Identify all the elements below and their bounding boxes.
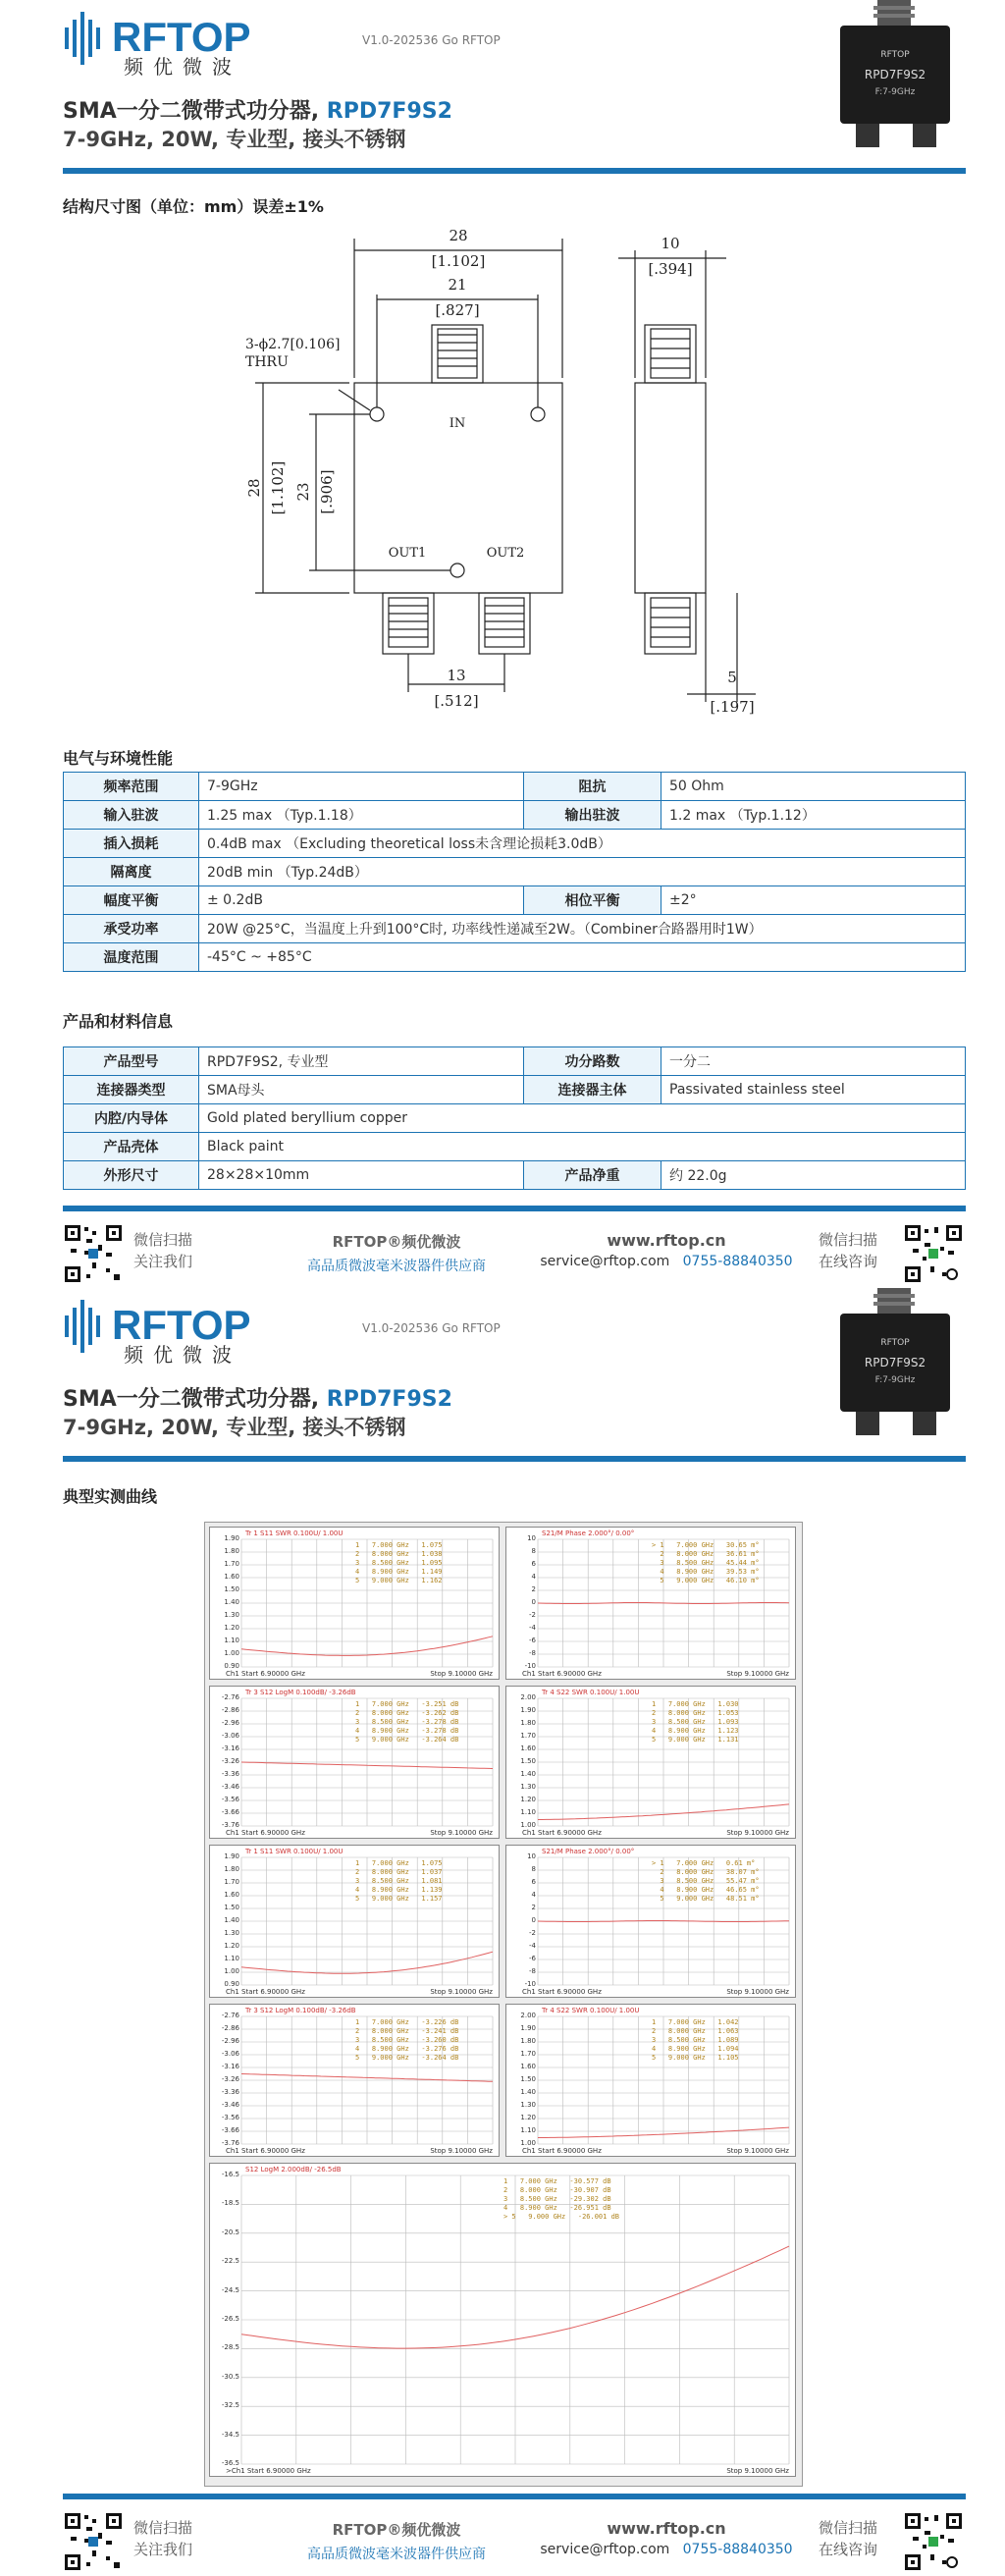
y-tick-label: 1.80	[520, 2037, 536, 2045]
y-tick-label: 1.60	[224, 1891, 239, 1899]
table-row	[64, 1047, 966, 1076]
svg-text:[.827]: [.827]	[435, 301, 480, 319]
cell-label: 输出驻波	[524, 801, 661, 830]
plot-title: S21/M Phase 2.000°/ 0.00°	[542, 1530, 635, 1537]
y-tick-label: -28.5	[221, 2343, 239, 2352]
y-tick-label: 1.20	[520, 2114, 536, 2121]
y-tick-label: 1.90	[520, 2024, 536, 2032]
y-tick-label: 1.40	[224, 1916, 239, 1924]
marker-table: 1 7.000 GHz -30.577 dB 2 8.000 GHz -30.907 dB 3 8.500 GHz -29.302 dB 4 8.900 GHz -26.951 dB > 5 9.000 GHz -26.001 dB	[503, 2177, 620, 2221]
svg-text:[.394]: [.394]	[648, 260, 693, 278]
cell-label: 内腔/内导体	[64, 1104, 199, 1133]
y-tick-label: 1.50	[520, 1757, 536, 1765]
plot-title: Tr 1 S11 SWR 0.100U/ 1.00U	[245, 1530, 344, 1537]
plot-start: Ch1 Start 6.90000 GHz	[226, 1829, 305, 1837]
page-title: SMA一分二微带式功分器, RPD7F9S2	[63, 99, 452, 124]
plot-title: Tr 4 S22 SWR 0.100U/ 1.00U	[542, 2007, 640, 2014]
y-tick-label: -10	[524, 1980, 536, 1988]
header-divider	[63, 1456, 966, 1462]
svg-text:10: 10	[661, 235, 680, 252]
y-tick-label: -3.16	[221, 2063, 239, 2070]
y-tick-label: -3.16	[221, 1744, 239, 1752]
y-tick-label: -6	[529, 1955, 536, 1962]
y-tick-label: -3.66	[221, 1808, 239, 1816]
y-tick-label: -10	[524, 1662, 536, 1670]
y-tick-label: -3.26	[221, 1757, 239, 1765]
trace-line	[538, 1603, 789, 1604]
plot-stop: Stop 9.10000 GHz	[726, 1988, 789, 1996]
cell-value: 约 22.0g	[661, 1161, 966, 1190]
vna-plot-p1	[209, 1527, 500, 1680]
y-tick-label: -3.36	[221, 2088, 239, 2096]
cell-value: 7-9GHz	[199, 773, 524, 801]
y-tick-label: 1.50	[224, 1585, 239, 1593]
y-tick-label: -2.96	[221, 2037, 239, 2045]
svg-text:28: 28	[245, 478, 263, 498]
cell-value: 20dB min （Typ.24dB）	[199, 858, 966, 886]
page-subtitle: 7-9GHz, 20W, 专业型, 接头不锈钢	[63, 128, 406, 151]
vna-plot-p3	[209, 1686, 500, 1839]
svg-text:5: 5	[727, 669, 737, 686]
y-tick-label: -4	[529, 1942, 536, 1950]
y-tick-label: -8	[529, 1649, 536, 1657]
cell-value: ± 0.2dB	[199, 886, 524, 915]
plot-start: Ch1 Start 6.90000 GHz	[522, 2147, 602, 2155]
y-tick-label: -24.5	[221, 2285, 239, 2294]
footer-contact: www.rftop.cn service@rftop.com 0755-88840350	[540, 2519, 793, 2557]
svg-text:21: 21	[448, 276, 467, 294]
y-tick-label: 1.20	[224, 1942, 239, 1950]
svg-text:F:7-9GHz: F:7-9GHz	[874, 87, 916, 97]
plot-start: >Ch1 Start 6.90000 GHz	[226, 2467, 311, 2475]
vna-plot-p4	[505, 1686, 796, 1839]
cell-label: 幅度平衡	[64, 886, 199, 915]
qr-code-icon[interactable]	[63, 1223, 124, 1284]
svg-text:[1.102]: [1.102]	[431, 252, 486, 270]
footer-brand: RFTOP®频优微波 高品质微波毫米波器件供应商	[307, 2521, 486, 2562]
svg-text:RFTOP: RFTOP	[112, 14, 251, 60]
cell-label: 产品型号	[64, 1047, 199, 1076]
y-tick-label: -3.56	[221, 1796, 239, 1803]
marker-table: 1 7.000 GHz -3.251 dB 2 8.000 GHz -3.262 dB 3 8.500 GHz -3.278 dB 4 8.900 GHz -3.278 dB 5 9.000 GHz -3.264 dB	[355, 1700, 459, 1744]
cell-label: 连接器类型	[64, 1076, 199, 1104]
cell-label: 外形尺寸	[64, 1161, 199, 1190]
plot-stop: Stop 9.10000 GHz	[726, 2147, 789, 2155]
cell-label: 产品壳体	[64, 1133, 199, 1161]
cell-label: 频率范围	[64, 773, 199, 801]
y-tick-label: 2	[531, 1904, 536, 1911]
plot-start: Ch1 Start 6.90000 GHz	[226, 2147, 305, 2155]
table-row	[64, 915, 966, 943]
y-tick-label: -3.46	[221, 2101, 239, 2109]
y-tick-label: -3.06	[221, 2050, 239, 2058]
table-row	[64, 773, 966, 801]
y-tick-label: -3.06	[221, 1732, 239, 1740]
table-row	[64, 1104, 966, 1133]
svg-text:RPD7F9S2: RPD7F9S2	[864, 68, 926, 81]
y-tick-label: 1.10	[224, 1637, 239, 1644]
y-tick-label: -3.46	[221, 1783, 239, 1791]
version: V1.0-202536 Go RFTOP	[362, 1321, 501, 1335]
qr-code-icon[interactable]	[63, 2511, 124, 2572]
cell-value: SMA母头	[199, 1076, 524, 1104]
product-photo	[828, 0, 961, 147]
marker-table: > 1 7.000 GHz 0.61 m° 2 8.000 GHz 38.07 m° 3 8.500 GHz 55.47 m° 4 8.900 GHz 46.65 m° 5 9.000 GHz 48.51 m°	[652, 1859, 760, 1903]
y-tick-label: -3.56	[221, 2114, 239, 2121]
qr-code-icon[interactable]	[903, 1223, 964, 1284]
cell-value: ±2°	[661, 886, 966, 915]
y-tick-label: 1.60	[520, 1744, 536, 1752]
qr-code-icon[interactable]	[903, 2511, 964, 2572]
footer-contact: www.rftop.cn service@rftop.com 0755-88840350	[540, 1231, 793, 1269]
cell-value: 0.4dB max （Excluding theoretical loss未含理论损耗3.0dB）	[199, 830, 966, 858]
svg-text:13: 13	[447, 667, 466, 684]
y-tick-label: 1.80	[224, 1865, 239, 1873]
y-tick-label: 1.70	[520, 1732, 536, 1740]
section-curves: 典型实测曲线	[63, 1487, 158, 1506]
y-tick-label: 4	[531, 1573, 536, 1581]
y-tick-label: -2.96	[221, 1719, 239, 1727]
y-tick-label: -3.76	[221, 1821, 239, 1829]
table-row	[64, 943, 966, 972]
plot-start: Ch1 Start 6.90000 GHz	[522, 1988, 602, 1996]
plot-title: Tr 3 S12 LogM 0.100dB/ -3.26dB	[245, 2007, 356, 2014]
header	[63, 1288, 966, 1465]
y-tick-label: 6	[531, 1560, 536, 1568]
y-tick-label: 1.00	[520, 2139, 536, 2147]
y-tick-label: 0	[531, 1598, 536, 1606]
y-tick-label: 8	[531, 1547, 536, 1555]
cell-value: 一分二	[661, 1047, 966, 1076]
y-tick-label: -20.5	[221, 2227, 239, 2236]
materials-table	[63, 1046, 966, 1190]
y-tick-label: 1.10	[224, 1955, 239, 1962]
y-tick-label: -3.66	[221, 2126, 239, 2134]
y-tick-label: 1.90	[224, 1852, 239, 1860]
cell-value: RPD7F9S2, 专业型	[199, 1047, 524, 1076]
y-tick-label: -3.36	[221, 1770, 239, 1778]
table-row	[64, 1076, 966, 1104]
svg-text:RFTOP: RFTOP	[112, 1302, 251, 1348]
y-tick-label: 1.00	[224, 1967, 239, 1975]
y-tick-label: 4	[531, 1891, 536, 1899]
section-materials: 产品和材料信息	[63, 1012, 174, 1031]
y-tick-label: 1.90	[520, 1706, 536, 1714]
svg-text:THRU: THRU	[245, 354, 289, 370]
y-tick-label: 1.30	[520, 1783, 536, 1791]
y-tick-label: 2.00	[520, 2012, 536, 2019]
y-tick-label: 1.30	[224, 1611, 239, 1619]
y-tick-label: 1.10	[520, 2126, 536, 2134]
y-tick-label: -4	[529, 1624, 536, 1632]
cell-label: 功分路数	[524, 1047, 661, 1076]
footer	[63, 2501, 966, 2576]
y-tick-label: 1.20	[520, 1796, 536, 1803]
table-row	[64, 886, 966, 915]
y-tick-label: -3.76	[221, 2139, 239, 2147]
marker-table: 1 7.000 GHz -3.226 dB 2 8.000 GHz -3.241 dB 3 8.500 GHz -3.260 dB 4 8.900 GHz -3.276 dB 5 9.000 GHz -3.264 dB	[355, 2018, 459, 2062]
y-tick-label: -2	[529, 1611, 536, 1619]
y-tick-label: 1.60	[520, 2063, 536, 2070]
follow-text: 微信扫描 关注我们	[133, 1231, 193, 1270]
section-electrical: 电气与环境性能	[63, 749, 174, 768]
y-tick-label: -2	[529, 1929, 536, 1937]
consult-text: 微信扫描 在线咨询	[819, 2519, 878, 2558]
footer-divider	[63, 2494, 966, 2499]
y-tick-label: 10	[527, 1534, 536, 1542]
y-tick-label: -36.5	[221, 2459, 239, 2467]
cell-label: 连接器主体	[524, 1076, 661, 1104]
y-tick-label: 1.40	[224, 1598, 239, 1606]
y-tick-label: -34.5	[221, 2430, 239, 2439]
plot-stop: Stop 9.10000 GHz	[726, 1829, 789, 1837]
footer	[63, 1213, 966, 1288]
page-subtitle: 7-9GHz, 20W, 专业型, 接头不锈钢	[63, 1416, 406, 1439]
y-tick-label: 1.70	[224, 1878, 239, 1886]
plot-start: Ch1 Start 6.90000 GHz	[226, 1988, 305, 1996]
y-tick-label: 1.60	[224, 1573, 239, 1581]
plot-title: S21/M Phase 2.000°/ 0.00°	[542, 1848, 635, 1855]
vna-plot-p6	[505, 1845, 796, 1998]
cell-label: 产品净重	[524, 1161, 661, 1190]
y-tick-label: 1.20	[224, 1624, 239, 1632]
marker-table: > 1 7.000 GHz 30.65 m° 2 8.000 GHz 36.61 m° 3 8.500 GHz 45.44 m° 4 8.900 GHz 39.53 m° 5 9.000 GHz 46.10 m°	[652, 1541, 760, 1584]
svg-text:IN: IN	[449, 416, 466, 431]
y-tick-label: -3.26	[221, 2075, 239, 2083]
y-tick-label: 10	[527, 1852, 536, 1860]
svg-text:23: 23	[294, 482, 312, 502]
page-2	[0, 1288, 1005, 2576]
cell-value: 20W @25°C，当温度上升到100°C时, 功率线性递减至2W。（Combiner合路器用时1W）	[199, 915, 966, 943]
cell-value: Passivated stainless steel	[661, 1076, 966, 1104]
svg-text:[1.102]: [1.102]	[269, 460, 287, 515]
electrical-table	[63, 772, 966, 972]
cell-label: 阻抗	[524, 773, 661, 801]
cell-value: Gold plated beryllium copper	[199, 1104, 966, 1133]
y-tick-label: 6	[531, 1878, 536, 1886]
vna-plot-p9	[209, 2163, 796, 2477]
footer-brand: RFTOP®频优微波 高品质微波毫米波器件供应商	[307, 1233, 486, 1274]
y-tick-label: 2	[531, 1585, 536, 1593]
product-photo	[828, 1288, 961, 1435]
header-divider	[63, 168, 966, 174]
consult-text: 微信扫描 在线咨询	[819, 1231, 878, 1270]
y-tick-label: 1.00	[224, 1649, 239, 1657]
vna-plot-p5	[209, 1845, 500, 1998]
cell-value: 50 Ohm	[661, 773, 966, 801]
y-tick-label: 1.40	[520, 1770, 536, 1778]
y-tick-label: 1.80	[224, 1547, 239, 1555]
table-row	[64, 1161, 966, 1190]
marker-table: 1 7.000 GHz 1.030 2 8.000 GHz 1.053 3 8.500 GHz 1.093 4 8.900 GHz 1.123 5 9.000 GHz 1.131	[652, 1700, 739, 1744]
cell-value: -45°C ~ +85°C	[199, 943, 966, 972]
table-row	[64, 858, 966, 886]
dimension-drawing	[196, 221, 805, 722]
y-tick-label: -30.5	[221, 2372, 239, 2381]
plot-title: S12 LogM 2.000dB/ -26.5dB	[245, 2166, 342, 2174]
table-row	[64, 801, 966, 830]
table-row	[64, 1133, 966, 1161]
y-tick-label: -16.5	[221, 2171, 239, 2178]
y-tick-label: -18.5	[221, 2199, 239, 2208]
header	[63, 0, 966, 177]
version: V1.0-202536 Go RFTOP	[362, 33, 501, 47]
table-row	[64, 830, 966, 858]
y-tick-label: 1.40	[520, 2088, 536, 2096]
y-tick-label: 2.00	[520, 1693, 536, 1701]
y-tick-label: 1.50	[520, 2075, 536, 2083]
cell-value: 1.2 max （Typ.1.12）	[661, 801, 966, 830]
svg-text:RFTOP: RFTOP	[880, 1338, 910, 1348]
plot-stop: Stop 9.10000 GHz	[430, 1988, 493, 1996]
cell-value: 1.25 max （Typ.1.18）	[199, 801, 524, 830]
y-tick-label: 1.00	[520, 1821, 536, 1829]
y-tick-label: -2.76	[221, 1693, 239, 1701]
y-tick-label: 1.70	[520, 2050, 536, 2058]
svg-text:OUT2: OUT2	[486, 546, 525, 561]
cell-label: 相位平衡	[524, 886, 661, 915]
plot-start: Ch1 Start 6.90000 GHz	[522, 1829, 602, 1837]
plot-title: Tr 1 S11 SWR 0.100U/ 1.00U	[245, 1848, 344, 1855]
cell-label: 温度范围	[64, 943, 199, 972]
marker-table: 1 7.000 GHz 1.075 2 8.000 GHz 1.037 3 8.500 GHz 1.081 4 8.900 GHz 1.139 5 9.000 GHz 1.157	[355, 1859, 443, 1903]
y-tick-label: 0	[531, 1916, 536, 1924]
svg-text:[.197]: [.197]	[710, 698, 755, 716]
footer-divider	[63, 1206, 966, 1211]
plot-start: Ch1 Start 6.90000 GHz	[226, 1670, 305, 1678]
y-tick-label: -32.5	[221, 2401, 239, 2410]
logo-cn: 频优微波	[124, 1343, 241, 1367]
plot-title: Tr 4 S22 SWR 0.100U/ 1.00U	[542, 1689, 640, 1696]
plot-stop: Stop 9.10000 GHz	[430, 1829, 493, 1837]
follow-text: 微信扫描 关注我们	[133, 2519, 193, 2558]
svg-text:[.512]: [.512]	[434, 692, 479, 710]
logo-cn: 频优微波	[124, 55, 241, 79]
y-tick-label: 1.70	[224, 1560, 239, 1568]
section-dimensions: 结构尺寸图（单位：mm）误差±1%	[63, 197, 324, 216]
y-tick-label: 1.10	[520, 1808, 536, 1816]
cell-label: 隔离度	[64, 858, 199, 886]
measurement-plots	[204, 1522, 803, 2487]
y-tick-label: 0.90	[224, 1662, 239, 1670]
y-tick-label: 0.90	[224, 1980, 239, 1988]
y-tick-label: -2.86	[221, 2024, 239, 2032]
cell-value: Black paint	[199, 1133, 966, 1161]
plot-stop: Stop 9.10000 GHz	[726, 1670, 789, 1678]
y-tick-label: 1.90	[224, 1534, 239, 1542]
svg-text:3-ϕ2.7[0.106]: 3-ϕ2.7[0.106]	[245, 337, 341, 352]
plot-stop: Stop 9.10000 GHz	[726, 2467, 789, 2475]
cell-value: 28×28×10mm	[199, 1161, 524, 1190]
y-tick-label: -22.5	[221, 2257, 239, 2266]
plot-start: Ch1 Start 6.90000 GHz	[522, 1670, 602, 1678]
svg-text:RFTOP: RFTOP	[880, 50, 910, 60]
page-title: SMA一分二微带式功分器, RPD7F9S2	[63, 1387, 452, 1412]
vna-plot-p7	[209, 2004, 500, 2157]
svg-text:28: 28	[449, 227, 468, 244]
y-tick-label: 8	[531, 1865, 536, 1873]
cell-label: 承受功率	[64, 915, 199, 943]
plot-stop: Stop 9.10000 GHz	[430, 2147, 493, 2155]
plot-stop: Stop 9.10000 GHz	[430, 1670, 493, 1678]
svg-text:OUT1: OUT1	[388, 546, 427, 561]
y-tick-label: 1.80	[520, 1719, 536, 1727]
y-tick-label: -26.5	[221, 2315, 239, 2323]
vna-plot-p2	[505, 1527, 796, 1680]
y-tick-label: -6	[529, 1637, 536, 1644]
marker-table: 1 7.000 GHz 1.042 2 8.000 GHz 1.063 3 8.500 GHz 1.089 4 8.900 GHz 1.094 5 9.000 GHz 1.105	[652, 2018, 739, 2062]
y-tick-label: 1.30	[224, 1929, 239, 1937]
y-tick-label: 1.30	[520, 2101, 536, 2109]
y-tick-label: -2.86	[221, 1706, 239, 1714]
cell-label: 输入驻波	[64, 801, 199, 830]
cell-label: 插入损耗	[64, 830, 199, 858]
vna-plot-p8	[505, 2004, 796, 2157]
y-tick-label: 1.50	[224, 1904, 239, 1911]
marker-table: 1 7.000 GHz 1.075 2 8.000 GHz 1.038 3 8.500 GHz 1.095 4 8.900 GHz 1.149 5 9.000 GHz 1.162	[355, 1541, 443, 1584]
plot-title: Tr 3 S12 LogM 0.100dB/ -3.26dB	[245, 1689, 356, 1696]
svg-text:[.906]: [.906]	[318, 469, 336, 514]
svg-text:F:7-9GHz: F:7-9GHz	[874, 1375, 916, 1385]
y-tick-label: -2.76	[221, 2012, 239, 2019]
svg-text:RPD7F9S2: RPD7F9S2	[864, 1356, 926, 1369]
y-tick-label: -8	[529, 1967, 536, 1975]
